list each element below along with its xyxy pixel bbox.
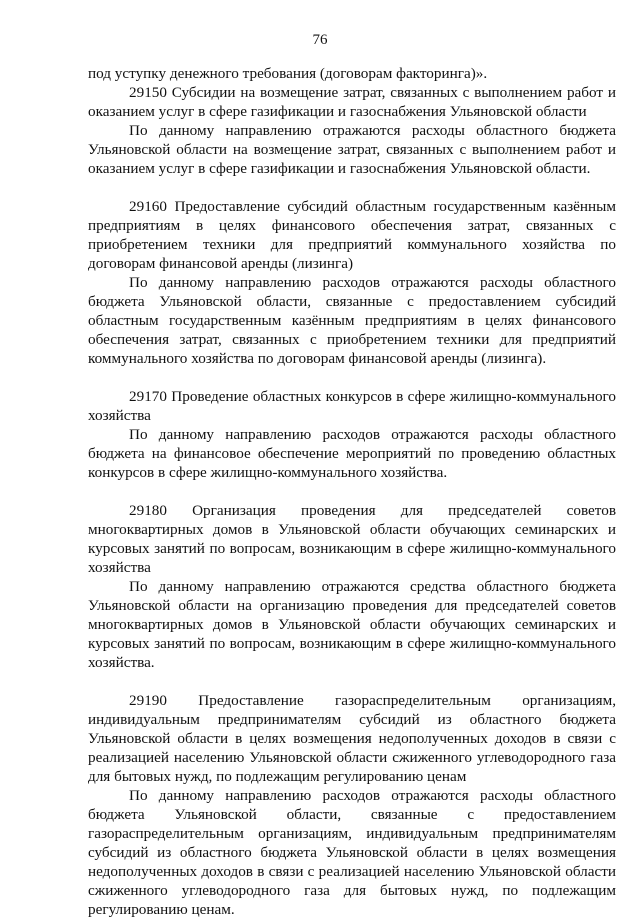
heading-29150: 29150 Субсидии на возмещение затрат, связанных с выполнением работ и оказанием услуг в сфере газификации и газоснабжения Ульяновской области [88,84,616,120]
heading-29190: 29190 Предоставление газораспределительным организациям, индивидуальным предпринимателям субсидий из областного бюджета Ульяновской области в целях возмещения недополученных доходов в связи с реализацией населению Ульяновской области сжиженного углеводородного газа для бытовых нужд, по подлежащим регулированию ценам [88,692,616,785]
section-gap [88,368,616,387]
section-gap [88,482,616,501]
document-body [88,64,616,919]
page-number: 76 [312,32,328,48]
paragraph-29170: По данному направлению расходов отражаются расходы областного бюджета на финансовое обеспечение мероприятий по проведению областных конкурсов в сфере жилищно-коммунального хозяйства. [88,426,616,481]
paragraph-29180: По данному направлению отражаются средства областного бюджета Ульяновской области на организацию проведения для председателей советов многоквартирных домов в Ульяновской области обучающих семинарских и курсовых занятий по вопросам, возникающим в сфере жилищно-коммунального хозяйства. [88,578,616,671]
paragraph-29150: По данному направлению отражаются расходы областного бюджета Ульяновской области на возмещение затрат, связанных с выполнением работ и оказанием услуг в сфере газификации и газоснабжения Ульяновской области. [88,122,616,177]
paragraph-continuation: под уступку денежного требования (договорам факторинга)». [88,65,488,82]
heading-29170: 29170 Проведение областных конкурсов в сфере жилищно-коммунального хозяйства [88,388,616,424]
section-gap [88,178,616,197]
heading-29160: 29160 Предоставление субсидий областным государственным казённым предприятиям в целях финансового обеспечения затрат, связанных с приобретением техники для предприятий коммунального хозяйства по договорам финансовой аренды (лизинга) [88,198,616,272]
paragraph-29190: По данному направлению расходов отражаются расходы областного бюджета Ульяновской области, связанные с предоставлением газораспределительным организациям, индивидуальным предпринимателям субсидий из областного бюджета Ульяновской области в целях возмещения недополученных доходов в связи с реализацией населению Ульяновской области сжиженного углеводородного газа для бытовых нужд, по подлежащим регулированию ценам. [88,787,616,918]
heading-29180: 29180 Организация проведения для председателей советов многоквартирных домов в Ульяновской области обучающих семинарских и курсовых занятий по вопросам, возникающим в сфере жилищно-коммунального хозяйства [88,502,616,576]
paragraph-29160: По данному направлению расходов отражаются расходы областного бюджета Ульяновской области, связанные с предоставлением субсидий областным государственным казённым предприятиям в целях финансового обеспечения затрат, связанных с приобретением техники для предприятий коммунального хозяйства по договорам финансовой аренды (лизинга). [88,274,616,367]
section-gap [88,672,616,691]
